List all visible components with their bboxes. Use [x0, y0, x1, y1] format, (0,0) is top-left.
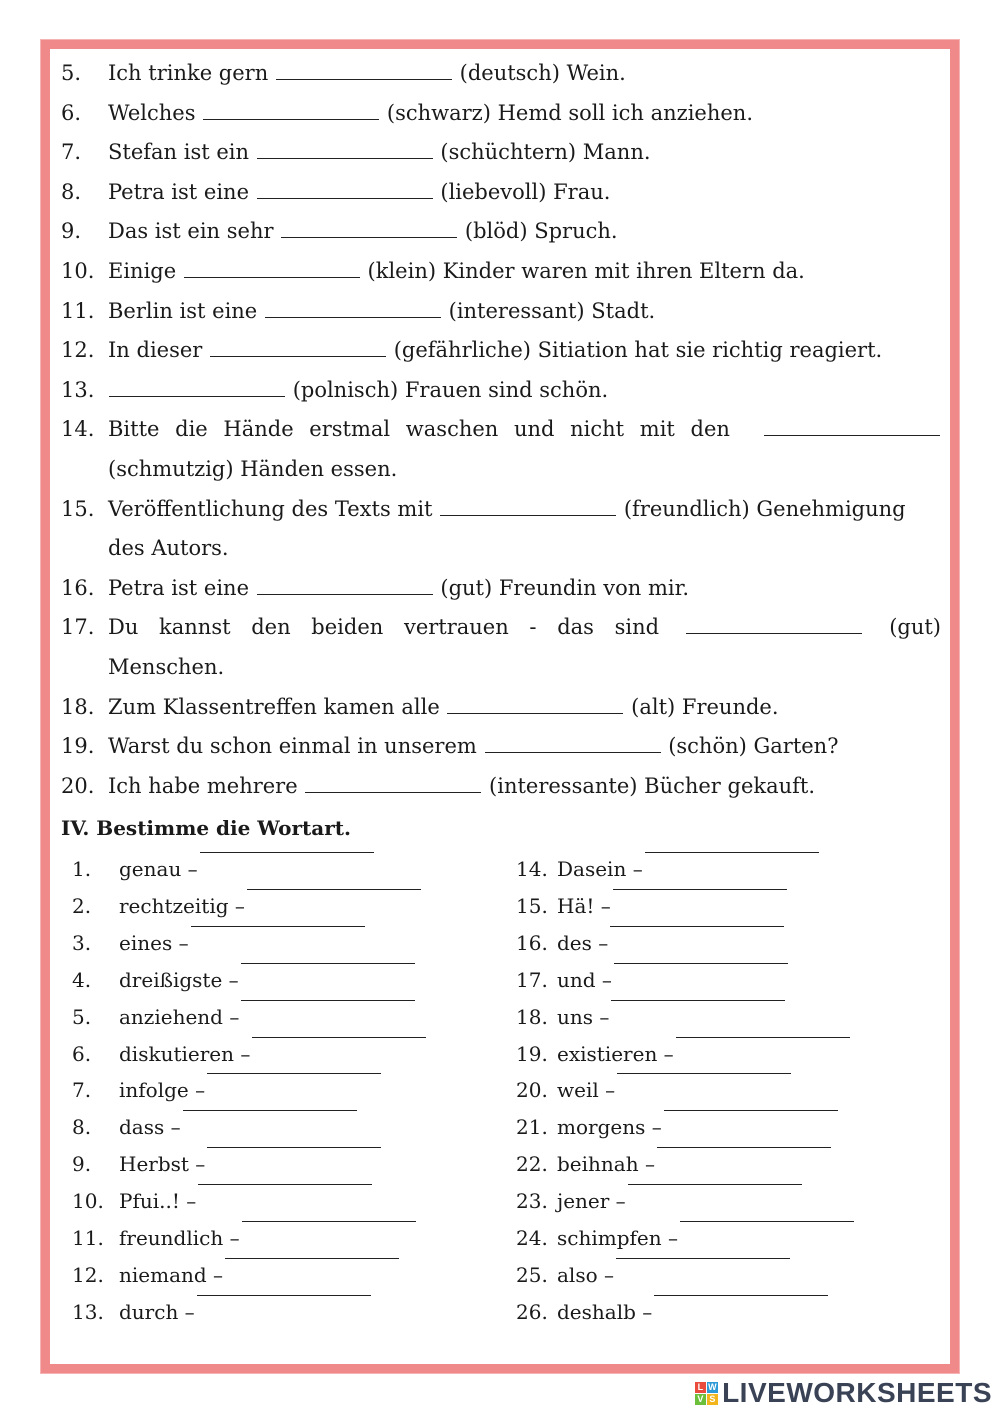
logo-mark-cell: W: [708, 1381, 718, 1392]
exercise-3: [61, 54, 941, 806]
answer-blank[interactable]: [257, 157, 433, 159]
word-number: 19.: [516, 1041, 548, 1066]
item-number: 15.: [61, 496, 95, 521]
answer-blank[interactable]: [241, 999, 415, 1001]
word-text: durch –: [119, 1299, 195, 1324]
logo-mark-cell: S: [707, 1394, 718, 1405]
item-text: (interessante) Bücher gekauft.: [489, 773, 816, 798]
exercise-item: [61, 767, 941, 807]
word-text: niemand –: [119, 1262, 224, 1287]
item-text: (klein) Kinder waren mit ihren Eltern da.: [367, 258, 805, 283]
word-text: Herbst –: [119, 1152, 206, 1177]
word-item: [516, 1036, 936, 1073]
word-text: Dasein –: [557, 857, 643, 881]
word-item: [516, 1294, 936, 1331]
word-text: dreißigste –: [119, 967, 239, 992]
item-number: 7.: [61, 140, 82, 165]
answer-blank[interactable]: [191, 925, 365, 927]
answer-blank[interactable]: [611, 999, 785, 1001]
word-number: 12.: [72, 1262, 104, 1287]
word-number: 2.: [72, 893, 92, 918]
word-number: 6.: [72, 1041, 92, 1066]
item-text: (interessant) Stadt.: [448, 298, 656, 323]
word-item: [516, 999, 936, 1036]
item-text: Du kannst den beiden vertrauen - das sind: [108, 615, 660, 640]
word-item: [72, 925, 492, 962]
word-text: also –: [557, 1262, 614, 1287]
item-number: 9.: [61, 219, 82, 244]
answer-blank[interactable]: [281, 236, 457, 238]
word-number: 13.: [72, 1299, 104, 1324]
answer-blank[interactable]: [440, 514, 616, 516]
item-text: (schwarz) Hemd soll ich anziehen.: [386, 100, 753, 125]
word-text: existieren –: [557, 1041, 674, 1066]
exercise-item: [61, 688, 941, 728]
word-item: [516, 851, 936, 888]
answer-blank[interactable]: [645, 851, 819, 853]
exercise-item-continuation: [61, 529, 941, 569]
answer-blank[interactable]: [447, 712, 623, 714]
item-number: 6.: [61, 100, 82, 125]
answer-blank[interactable]: [664, 1109, 838, 1111]
answer-blank[interactable]: [241, 962, 415, 964]
answer-blank[interactable]: [225, 1257, 399, 1259]
exercise-item: [61, 410, 941, 450]
item-text: Warst du schon einmal in unserem: [108, 734, 477, 759]
word-text: rechtzeitig –: [119, 893, 245, 918]
answer-blank[interactable]: [676, 1036, 850, 1038]
logo-text: LIVEWORKSHEETS: [722, 1377, 992, 1408]
exercise-item: [61, 608, 941, 648]
word-text: anziehend –: [119, 1004, 240, 1029]
exercise-item: [61, 292, 941, 332]
answer-blank[interactable]: [628, 1183, 802, 1185]
answer-blank[interactable]: [197, 1294, 371, 1296]
word-number: 20.: [516, 1078, 548, 1103]
word-number: 25.: [516, 1262, 548, 1287]
word-text: dass –: [119, 1115, 181, 1140]
word-item: [516, 888, 936, 925]
word-item: [72, 1109, 492, 1146]
answer-blank[interactable]: [616, 1257, 790, 1259]
word-number: 10.: [72, 1189, 104, 1214]
word-number: 3.: [72, 930, 92, 955]
answer-blank[interactable]: [252, 1036, 426, 1038]
word-number: 26.: [516, 1299, 548, 1324]
word-number: 11.: [72, 1226, 104, 1251]
word-list-right: [516, 851, 936, 1331]
item-number: 16.: [61, 575, 95, 600]
answer-blank[interactable]: [257, 593, 433, 595]
item-number: 19.: [61, 734, 95, 759]
item-text: Ich habe mehrere: [108, 773, 298, 798]
item-text: (schön) Garten?: [668, 734, 839, 759]
word-text: freundlich –: [119, 1226, 240, 1251]
word-item: [72, 1036, 492, 1073]
item-number: 11.: [61, 298, 95, 323]
item-number: 18.: [61, 694, 95, 719]
item-text: (schüchtern) Mann.: [440, 140, 651, 165]
item-text: (polnisch) Frauen sind schön.: [292, 377, 609, 402]
item-text: (liebevoll) Frau.: [440, 179, 611, 204]
word-item: [72, 1294, 492, 1331]
word-text: infolge –: [119, 1078, 206, 1103]
exercise-item: [61, 569, 941, 609]
word-item: [72, 1072, 492, 1109]
item-text: Menschen.: [108, 654, 225, 679]
section-heading: IV. Bestimme die Wortart.: [61, 816, 351, 840]
item-text: Welches: [108, 100, 196, 125]
word-number: 4.: [72, 967, 92, 992]
word-number: 24.: [516, 1226, 548, 1251]
answer-blank[interactable]: [184, 276, 360, 278]
word-text: diskutieren –: [119, 1041, 251, 1066]
item-text: Petra ist eine: [108, 575, 249, 600]
word-number: 21.: [516, 1115, 548, 1140]
logo-mark-cell: L: [695, 1382, 706, 1393]
exercise-item: [61, 212, 941, 252]
word-number: 17.: [516, 967, 548, 992]
item-number: 10.: [61, 258, 95, 283]
item-number: 17.: [61, 615, 95, 640]
word-text: morgens –: [557, 1115, 662, 1140]
word-item: [516, 1220, 936, 1257]
word-item: [72, 1220, 492, 1257]
item-text: (gefährliche) Sitiation hat sie richtig reagiert.: [393, 338, 883, 363]
item-number: 20.: [61, 773, 95, 798]
word-number: 7.: [72, 1078, 92, 1103]
word-item: [72, 962, 492, 999]
item-text: (gut): [889, 615, 941, 640]
word-item: [516, 925, 936, 962]
word-item: [72, 851, 492, 888]
answer-blank[interactable]: [109, 395, 285, 397]
logo-mark-cell: V: [695, 1394, 706, 1405]
exercise-item: [61, 727, 941, 767]
word-text: Pfui..! –: [119, 1189, 197, 1214]
item-number: 14.: [61, 417, 95, 442]
item-number: 13.: [61, 377, 95, 402]
word-item: [72, 888, 492, 925]
answer-blank[interactable]: [276, 78, 452, 80]
word-text: Hä! –: [557, 893, 611, 918]
item-text: Zum Klassentreffen kamen alle: [108, 694, 440, 719]
item-text: Berlin ist eine: [108, 298, 258, 323]
exercise-item: [61, 54, 941, 94]
item-text: (blöd) Spruch.: [464, 219, 618, 244]
word-number: 23.: [516, 1189, 548, 1214]
word-item: [72, 1183, 492, 1220]
word-number: 15.: [516, 893, 548, 918]
exercise-item: [61, 252, 941, 292]
answer-blank[interactable]: [654, 1294, 828, 1296]
word-number: 1.: [72, 857, 92, 881]
word-item: [516, 1072, 936, 1109]
answer-blank[interactable]: [210, 355, 386, 357]
word-number: 22.: [516, 1152, 548, 1177]
exercise-item: [61, 490, 941, 530]
word-text: eines –: [119, 930, 189, 955]
item-text: In dieser: [108, 338, 203, 363]
word-item: [72, 999, 492, 1036]
answer-blank[interactable]: [485, 751, 661, 753]
answer-blank[interactable]: [247, 888, 421, 890]
word-item: [516, 962, 936, 999]
liveworksheets-logo[interactable]: [695, 1377, 992, 1409]
item-number: 12.: [61, 338, 95, 363]
logo-mark-icon: [695, 1382, 718, 1405]
exercise-item: [61, 133, 941, 173]
word-number: 9.: [72, 1152, 92, 1177]
word-text: genau –: [119, 857, 198, 881]
exercise-item-continuation: [61, 450, 941, 490]
answer-blank[interactable]: [198, 1183, 372, 1185]
item-number: 5.: [61, 61, 82, 85]
item-text: Stefan ist ein: [108, 140, 250, 165]
answer-blank[interactable]: [265, 316, 441, 318]
item-text: (alt) Freunde.: [631, 694, 779, 719]
answer-blank[interactable]: [200, 851, 374, 853]
answer-blank[interactable]: [686, 632, 862, 634]
word-text: uns –: [557, 1004, 610, 1029]
word-item: [516, 1183, 936, 1220]
word-item: [516, 1109, 936, 1146]
answer-blank[interactable]: [242, 1220, 416, 1222]
exercise-item: [61, 94, 941, 134]
answer-blank[interactable]: [613, 888, 787, 890]
word-item: [72, 1257, 492, 1294]
word-item: [516, 1146, 936, 1183]
answer-blank[interactable]: [764, 434, 940, 436]
answer-blank[interactable]: [617, 1072, 791, 1074]
word-number: 8.: [72, 1115, 92, 1140]
item-number: 8.: [61, 179, 82, 204]
answer-blank[interactable]: [680, 1220, 854, 1222]
word-item: [72, 1146, 492, 1183]
item-text: des Autors.: [108, 536, 229, 561]
answer-blank[interactable]: [610, 925, 784, 927]
item-text: Das ist ein sehr: [108, 219, 274, 244]
answer-blank[interactable]: [657, 1146, 831, 1148]
answer-blank[interactable]: [207, 1146, 381, 1148]
item-text: (gut) Freundin von mir.: [440, 575, 690, 600]
exercise-item: [61, 371, 941, 411]
word-text: deshalb –: [557, 1299, 653, 1324]
item-text: (schmutzig) Händen essen.: [108, 456, 398, 481]
word-text: und –: [557, 967, 612, 992]
word-text: schimpfen –: [557, 1226, 678, 1251]
word-number: 18.: [516, 1004, 548, 1029]
item-text: Veröffentlichung des Texts mit: [108, 496, 433, 521]
word-list-left: [72, 851, 492, 1331]
item-text: (deutsch) Wein.: [459, 61, 626, 85]
word-text: jener –: [557, 1189, 626, 1214]
word-text: des –: [557, 930, 609, 955]
answer-blank[interactable]: [257, 197, 433, 199]
item-text: (freundlich) Genehmigung: [623, 496, 906, 521]
answer-blank[interactable]: [207, 1072, 381, 1074]
item-text: Bitte die Hände erstmal waschen und nicht mit den: [108, 417, 730, 442]
word-number: 5.: [72, 1004, 92, 1029]
word-text: beihnah –: [557, 1152, 655, 1177]
word-text: weil –: [557, 1078, 616, 1103]
exercise-item-continuation: [61, 648, 941, 688]
answer-blank[interactable]: [305, 791, 481, 793]
item-text: Einige: [108, 258, 177, 283]
answer-blank[interactable]: [183, 1109, 357, 1111]
word-number: 16.: [516, 930, 548, 955]
exercise-item: [61, 173, 941, 213]
word-item: [516, 1257, 936, 1294]
exercise-item: [61, 331, 941, 371]
answer-blank[interactable]: [614, 962, 788, 964]
item-text: Ich trinke gern: [108, 61, 269, 85]
word-number: 14.: [516, 857, 548, 881]
item-text: Petra ist eine: [108, 179, 249, 204]
answer-blank[interactable]: [203, 118, 379, 120]
